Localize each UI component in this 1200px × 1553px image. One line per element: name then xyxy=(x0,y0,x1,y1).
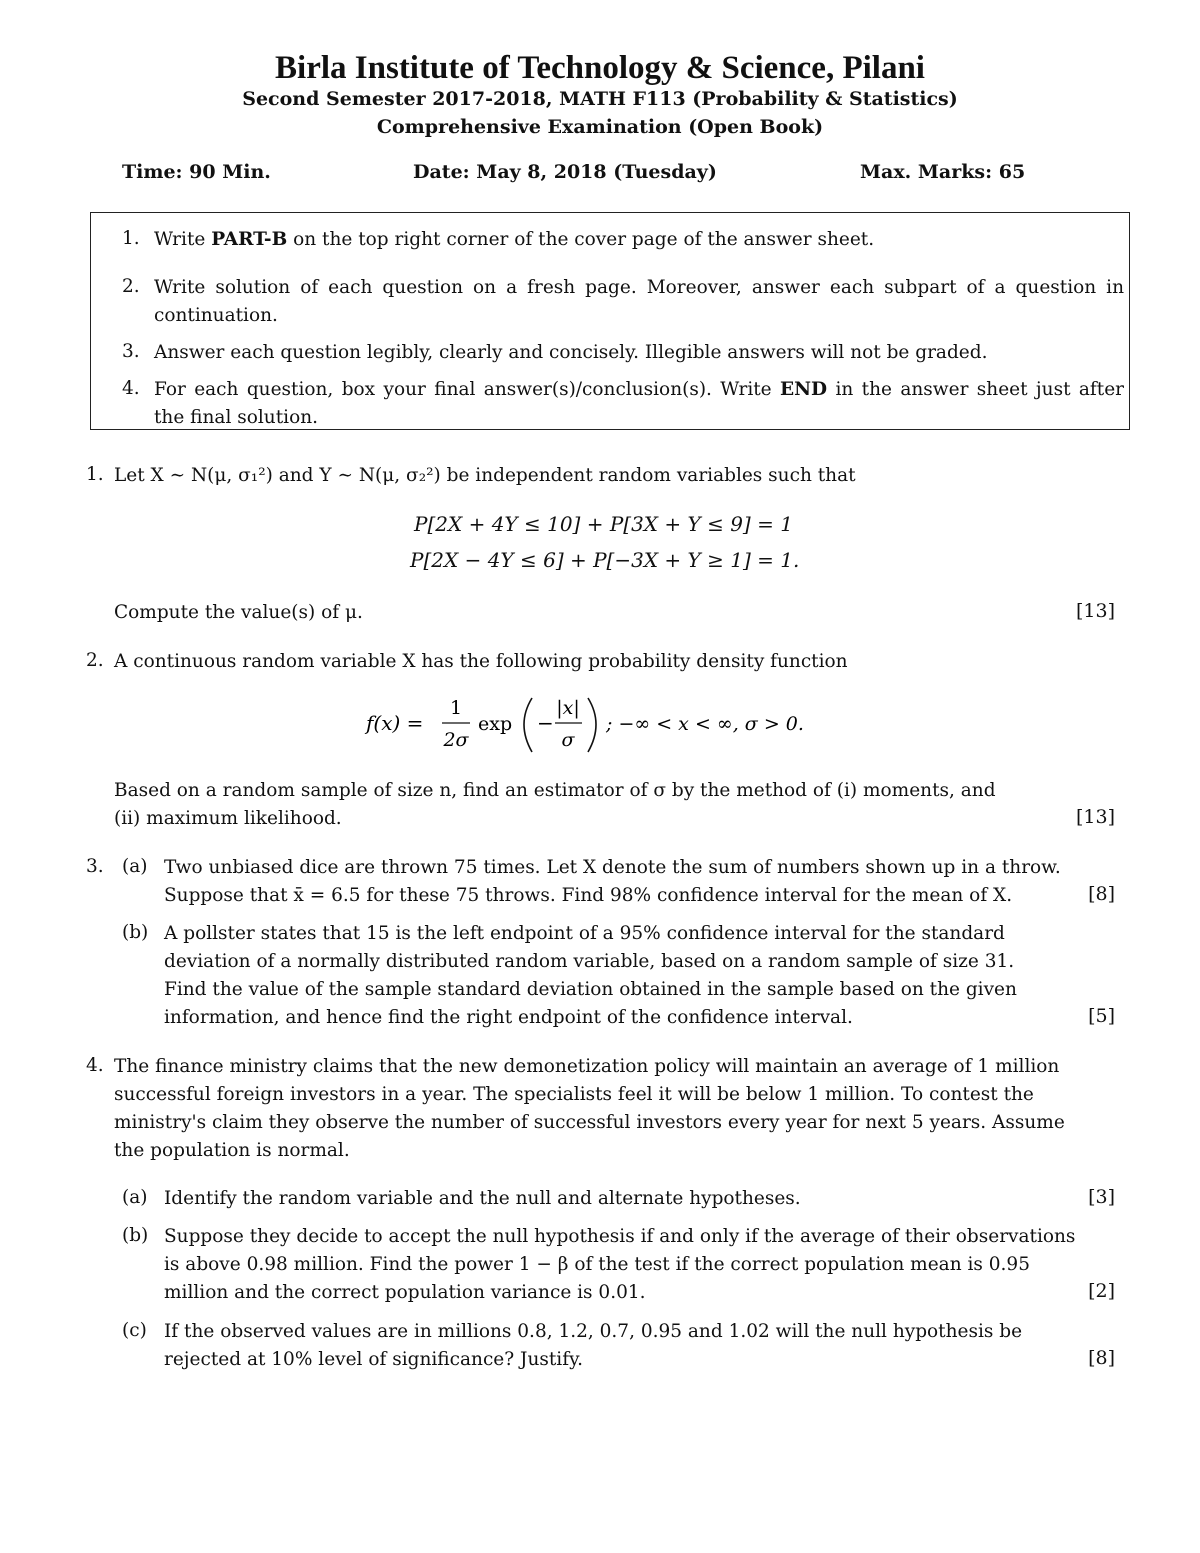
q3b-line: deviation of a normally distributed random variable, based on a random sample of size 31. xyxy=(164,951,1015,972)
q3a-line: Two unbiased dice are thrown 75 times. Let X denote the sum of numbers shown up in a throw. xyxy=(164,857,1061,878)
subpart-label: (b) xyxy=(122,1225,149,1246)
q3b-line: information, and hence find the right endpoint of the confidence interval. xyxy=(164,1007,853,1028)
q3a-marks: [8] xyxy=(1088,883,1115,905)
formula-sigma: σ xyxy=(561,729,575,751)
question-number: 1. xyxy=(86,464,104,485)
q1-marks: [13] xyxy=(1075,600,1115,622)
left-paren xyxy=(524,698,532,752)
subpart-label: (c) xyxy=(122,1320,147,1341)
q4b-line: Suppose they decide to accept the null hypothesis if and only if the average of their observations xyxy=(164,1226,1076,1247)
q1-question: Compute the value(s) of μ. xyxy=(114,602,363,623)
q4c-line: rejected at 10% level of significance? Justify. xyxy=(164,1349,583,1370)
q4a-marks: [3] xyxy=(1088,1186,1115,1208)
question-number: 4. xyxy=(86,1055,104,1076)
q4-line: successful foreign investors in a year. The specialists feel it will be below 1 million. To contest the xyxy=(114,1084,1034,1105)
formula-numerator: 1 xyxy=(449,697,463,719)
q4c-line: If the observed values are in millions 0.8, 1.2, 0.7, 0.95 and 1.02 will the null hypothesis be xyxy=(164,1321,1023,1342)
q3a-line: Suppose that x̄ = 6.5 for these 75 throws. Find 98% confidence interval for the mean of X. xyxy=(164,885,1013,906)
q1-equation-1: P[2X + 4Y ≤ 10] + P[3X + Y ≤ 9] = 1 xyxy=(414,512,793,536)
q3b-marks: [5] xyxy=(1088,1005,1115,1027)
q1-equation-2: P[2X − 4Y ≤ 6] + P[−3X + Y ≥ 1] = 1. xyxy=(410,548,800,572)
instruction-item: For each question, box your final answer(s)/conclusion(s). Write END in the answer sheet just after the final solution. xyxy=(154,379,1124,428)
formula-denominator: 2σ xyxy=(443,729,469,751)
subpart-label: (a) xyxy=(122,856,148,877)
q2-marks: [13] xyxy=(1075,806,1115,828)
instruction-number: 4. xyxy=(122,378,140,399)
q4-line: the population is normal. xyxy=(114,1140,350,1161)
instruction-number: 1. xyxy=(122,228,140,249)
q2-intro: A continuous random variable X has the following probability density function xyxy=(114,651,848,672)
right-paren xyxy=(588,698,596,752)
q4b-line: is above 0.98 million. Find the power 1 − β of the test if the correct population mean is 0.95 xyxy=(164,1254,1030,1275)
formula-condition: ; −∞ < x < ∞, σ > 0. xyxy=(606,713,804,735)
formula-abs-x: |x| xyxy=(556,697,580,719)
subpart-label: (b) xyxy=(122,922,149,943)
instruction-item: Answer each question legibly, clearly and concisely. Illegible answers will not be graded. xyxy=(154,342,988,363)
q4-line: The finance ministry claims that the new demonetization policy will maintain an average of 1 million xyxy=(114,1056,1060,1077)
formula-minus: − xyxy=(537,711,554,735)
q2-density-formula xyxy=(360,690,880,760)
instruction-item: Write solution of each question on a fresh page. Moreover, answer each subpart of a question in continuation. xyxy=(154,277,1124,326)
instruction-number: 2. xyxy=(122,276,140,297)
q2-text-1: Based on a random sample of size n, find an estimator of σ by the method of (i) moments, and xyxy=(114,780,996,801)
q3b-line: Find the value of the sample standard deviation obtained in the sample based on the given xyxy=(164,979,1017,1000)
instruction-item: Write PART-B on the top right corner of the cover page of the answer sheet. xyxy=(154,229,875,250)
q4-line: ministry's claim they observe the number of successful investors every year for next 5 years. Assume xyxy=(114,1112,1065,1133)
exam-type-line: Comprehensive Examination (Open Book) xyxy=(376,116,824,138)
formula-lhs: f(x) = xyxy=(366,711,424,735)
instruction-number: 3. xyxy=(122,341,140,362)
q4b-line: million and the correct population variance is 0.01. xyxy=(164,1282,646,1303)
question-number: 3. xyxy=(86,856,104,877)
exam-max-marks: Max. Marks: 65 xyxy=(860,161,1026,183)
q1-intro: Let X ∼ N(μ, σ₁²) and Y ∼ N(μ, σ₂²) be independent random variables such that xyxy=(114,465,856,486)
exam-date: Date: May 8, 2018 (Tuesday) xyxy=(413,161,717,183)
question-number: 2. xyxy=(86,650,104,671)
q4b-marks: [2] xyxy=(1088,1280,1115,1302)
institute-title: Birla Institute of Technology & Science, Pilani xyxy=(275,50,925,86)
subpart-label: (a) xyxy=(122,1187,148,1208)
q4c-marks: [8] xyxy=(1088,1347,1115,1369)
q3b-line: A pollster states that 15 is the left endpoint of a 95% confidence interval for the standard xyxy=(164,923,1005,944)
semester-line: Second Semester 2017-2018, MATH F113 (Probability & Statistics) xyxy=(242,88,958,110)
exam-time: Time: 90 Min. xyxy=(122,161,271,183)
q2-text-2: (ii) maximum likelihood. xyxy=(114,808,342,829)
q4a-line: Identify the random variable and the null and alternate hypotheses. xyxy=(164,1188,801,1209)
formula-exp: exp xyxy=(478,713,513,735)
